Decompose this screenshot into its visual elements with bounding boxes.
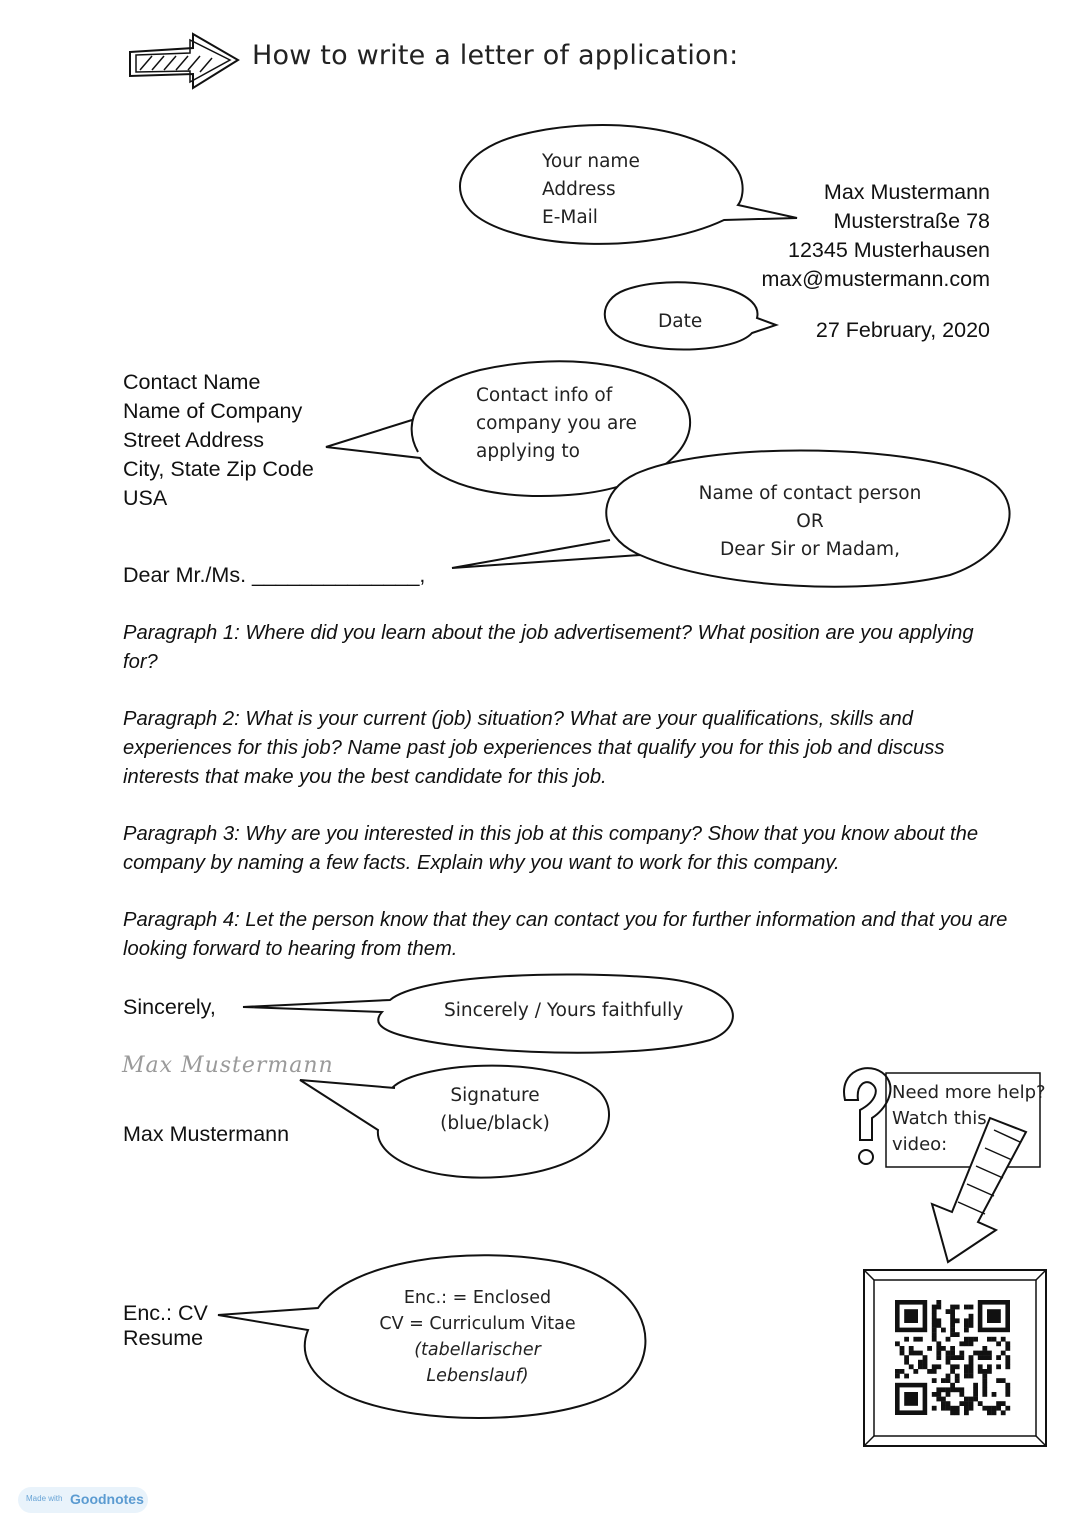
recipient-city: City, State Zip Code xyxy=(123,457,314,481)
bubble-line: Your name xyxy=(542,151,640,172)
enclosure-line-2: Resume xyxy=(123,1326,204,1350)
paragraph-4: Paragraph 4: Let the person know that they can contact you for further information and that you are looking forward to hearing from them. xyxy=(123,909,1008,960)
recipient-company: Name of Company xyxy=(123,399,303,423)
signed-name: Max Mustermann xyxy=(123,1122,290,1146)
bubble-line: OR xyxy=(796,511,824,532)
bubble-line: (tabellarischer xyxy=(414,1340,541,1360)
bubble-line: applying to xyxy=(476,441,580,462)
sender-bubble-text xyxy=(542,148,640,232)
salutation-bubble-text xyxy=(690,480,930,564)
salutation: Dear Mr./Ms. ______________, xyxy=(123,563,426,587)
sender-street: Musterstraße 78 xyxy=(833,209,990,233)
closing: Sincerely, xyxy=(123,995,216,1019)
bubble-line: Enc.: = Enclosed xyxy=(403,1288,552,1308)
signature-bubble-text xyxy=(420,1082,570,1138)
question-mark-icon xyxy=(844,1068,890,1164)
watermark-small-text: Made with xyxy=(26,1494,63,1503)
recipient-country: USA xyxy=(123,486,168,510)
recipient-address xyxy=(123,368,314,513)
enclosure-note xyxy=(123,1301,208,1351)
bubble-line: Dear Sir or Madam, xyxy=(720,539,900,560)
paragraph-1: Paragraph 1: Where did you learn about the job advertisement? What position are you applying for? xyxy=(123,622,974,673)
bubble-line: company you are xyxy=(476,413,637,434)
company-bubble-text xyxy=(476,382,637,466)
sender-city: 12345 Musterhausen xyxy=(787,238,990,262)
closing-bubble-text: Sincerely / Yours faithfully xyxy=(444,1000,684,1021)
bubble-line: Contact info of xyxy=(476,385,613,406)
bubble-line: CV = Curriculum Vitae xyxy=(379,1314,576,1334)
sender-email: max@mustermann.com xyxy=(761,267,990,291)
sender-name: Max Mustermann xyxy=(823,180,990,204)
goodnotes-watermark xyxy=(18,1487,148,1513)
bubble-line: (blue/black) xyxy=(440,1113,550,1134)
watermark-brand: Goodnotes xyxy=(70,1491,144,1507)
page-title: How to write a letter of application: xyxy=(252,40,739,71)
recipient-street: Street Address xyxy=(123,428,265,452)
bubble-line: Lebenslauf) xyxy=(426,1366,529,1386)
paragraph-2: Paragraph 2: What is your current (job) situation? What are your qualifications, skills and experiences for this job? Name past job experiences that qualify you for this job and discuss interests that make you the best candidate for this job. xyxy=(123,708,945,788)
help-line: video: xyxy=(892,1134,948,1155)
enclosure-bubble-text xyxy=(370,1285,585,1389)
sender-address xyxy=(761,178,990,294)
help-line: Need more help? xyxy=(892,1082,1046,1103)
help-line: Watch this xyxy=(892,1108,987,1129)
recipient-contact: Contact Name xyxy=(123,370,261,394)
bubble-line: E-Mail xyxy=(542,207,598,228)
bubble-line: Signature xyxy=(450,1085,540,1106)
bubble-line: Name of contact person xyxy=(698,483,922,504)
date-bubble-text: Date xyxy=(658,311,703,332)
bubble-line: Address xyxy=(542,179,616,200)
paragraph-3: Paragraph 3: Why are you interested in this job at this company? Show that you know about the company by naming a few facts. Explain why you want to work for this company. xyxy=(123,823,979,874)
signature-image: Max Mustermann xyxy=(122,1053,334,1078)
letter-date: 27 February, 2020 xyxy=(815,318,990,342)
help-note-text xyxy=(892,1080,1046,1158)
arrow-right-icon xyxy=(130,34,238,88)
qr-code-icon[interactable] xyxy=(895,1300,1010,1415)
enclosure-line-1: Enc.: CV xyxy=(123,1301,208,1325)
